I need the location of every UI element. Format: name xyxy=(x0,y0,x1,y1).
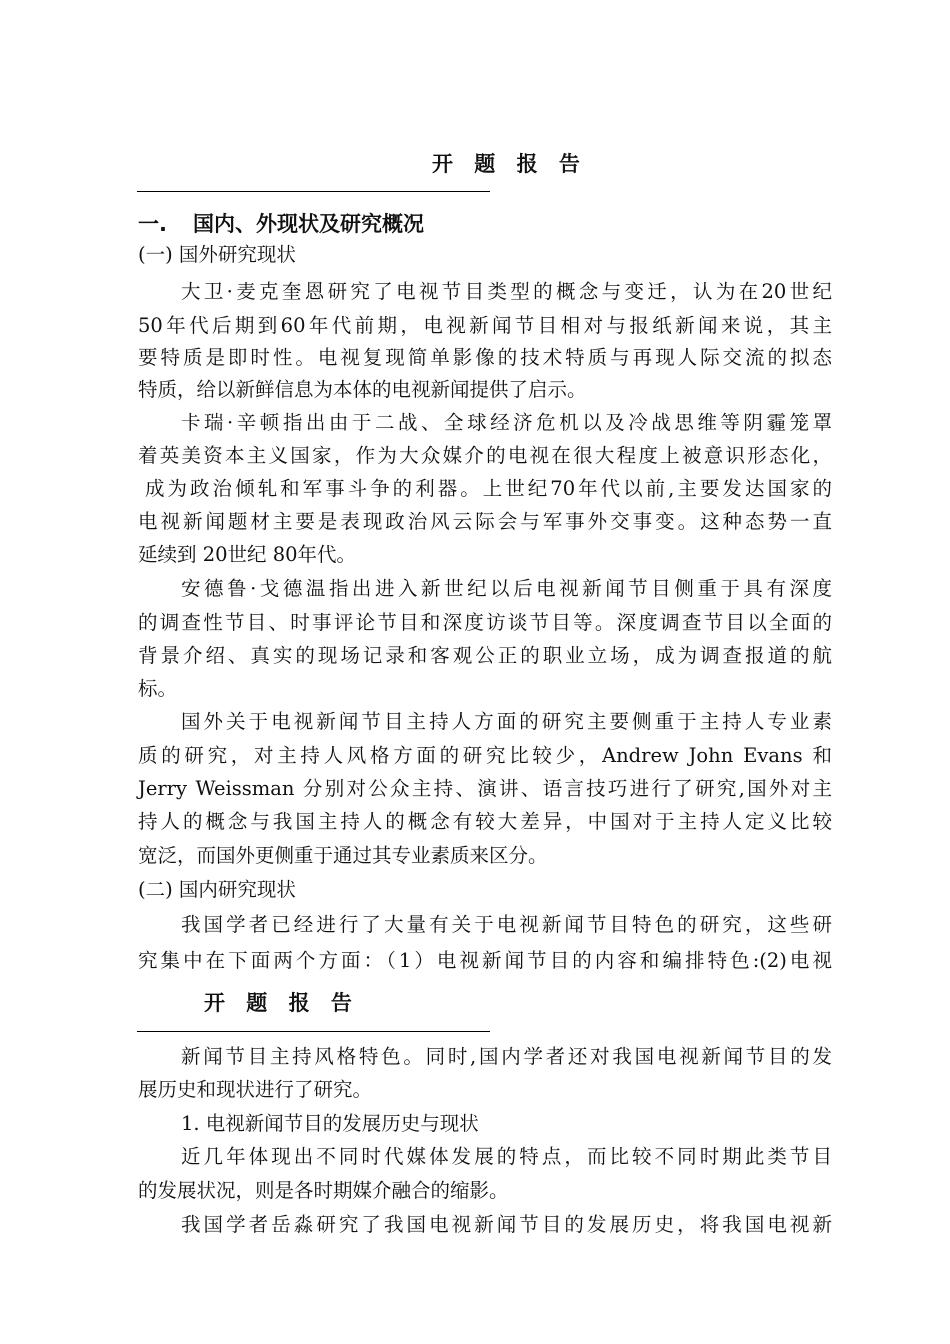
title-divider-2 xyxy=(137,1031,490,1032)
paragraph-line: 卡瑞·辛顿指出由于二战、全球经济危机以及冷战思维等阴霾笼罩 xyxy=(181,411,832,434)
paragraph-line: 背景介绍、真实的现场记录和客观公正的职业立场，成为调查报道的航 xyxy=(138,644,832,667)
paragraph-line: 展历史和现状进行了研究。 xyxy=(138,1078,373,1101)
paragraph-line: 的调查性节目、时事评论节目和深度访谈节目等。深度调查节目以全面的 xyxy=(138,611,832,634)
subsection-domestic-heading: (二) 国内研究现状 xyxy=(138,878,296,901)
paragraph-line: 大卫·麦克奎恩研究了电视节目类型的概念与变迁，认为在20世纪 xyxy=(181,280,832,303)
paragraph-line: 持人的概念与我国主持人的概念有较大差异，中国对于主持人定义比较 xyxy=(138,810,832,833)
title-divider xyxy=(137,191,490,192)
paragraph-line: Jerry Weissman 分别对公众主持、演讲、语言技巧进行了研究,国外对主 xyxy=(138,777,832,800)
paragraph-line: 的发展状况，则是各时期媒介融合的缩影。 xyxy=(138,1179,509,1202)
paragraph-line: 着英美资本主义国家，作为大众媒介的电视在很大程度上被意识形态化， xyxy=(138,444,832,467)
paragraph-line: 延续到 20世纪 80年代。 xyxy=(138,543,357,566)
paragraph-line: 究集中在下面两个方面：（1）电视新闻节目的内容和编排特色:(2)电视 xyxy=(138,949,832,972)
paragraph-line: 成为政治倾轧和军事斗争的利器。上世纪70年代以前,主要发达国家的 xyxy=(145,477,832,500)
paragraph-line: 国外关于电视新闻节目主持人方面的研究主要侧重于主持人专业素 xyxy=(181,710,832,733)
paragraph-line: 电视新闻题材主要是表现政治风云际会与军事外交事变。这种态势一直 xyxy=(138,510,832,533)
paragraph-line: 50年代后期到60年代前期，电视新闻节目相对与报纸新闻来说，其主 xyxy=(138,314,832,337)
paragraph-line: 新闻节目主持风格特色。同时,国内学者还对我国电视新闻节目的发 xyxy=(181,1045,832,1068)
paragraph-line: 我国学者岳淼研究了我国电视新闻节目的发展历史，将我国电视新 xyxy=(181,1213,832,1236)
subsection-foreign-heading: (一) 国外研究现状 xyxy=(138,243,296,266)
section-title: 国内、外现状及研究概况 xyxy=(193,212,424,236)
paragraph-line: 要特质是即时性。电视复现简单影像的技术特质与再现人际交流的拟态 xyxy=(138,346,832,369)
paragraph-line: 质的研究，对主持人风格方面的研究比较少，Andrew John Evans 和 xyxy=(138,744,832,767)
numbered-heading: 1. 电视新闻节目的发展历史与现状 xyxy=(181,1112,479,1135)
page-title: 开 题 报 告 xyxy=(432,152,587,176)
paragraph-line: 宽泛，而国外更侧重于通过其专业素质来区分。 xyxy=(138,844,548,867)
section-number: 一. xyxy=(138,212,167,236)
paragraph-line: 我国学者已经进行了大量有关于电视新闻节目特色的研究，这些研 xyxy=(181,913,832,936)
paragraph-line: 特质，给以新鲜信息为本体的电视新闻提供了启示。 xyxy=(138,378,587,401)
paragraph-line: 安德鲁·戈德温指出进入新世纪以后电视新闻节目侧重于具有深度 xyxy=(181,577,832,600)
page-title-2: 开 题 报 告 xyxy=(204,991,359,1015)
paragraph-line: 近几年体现出不同时代媒体发展的特点，而比较不同时期此类节目 xyxy=(181,1145,832,1168)
paragraph-line: 标。 xyxy=(138,677,178,700)
